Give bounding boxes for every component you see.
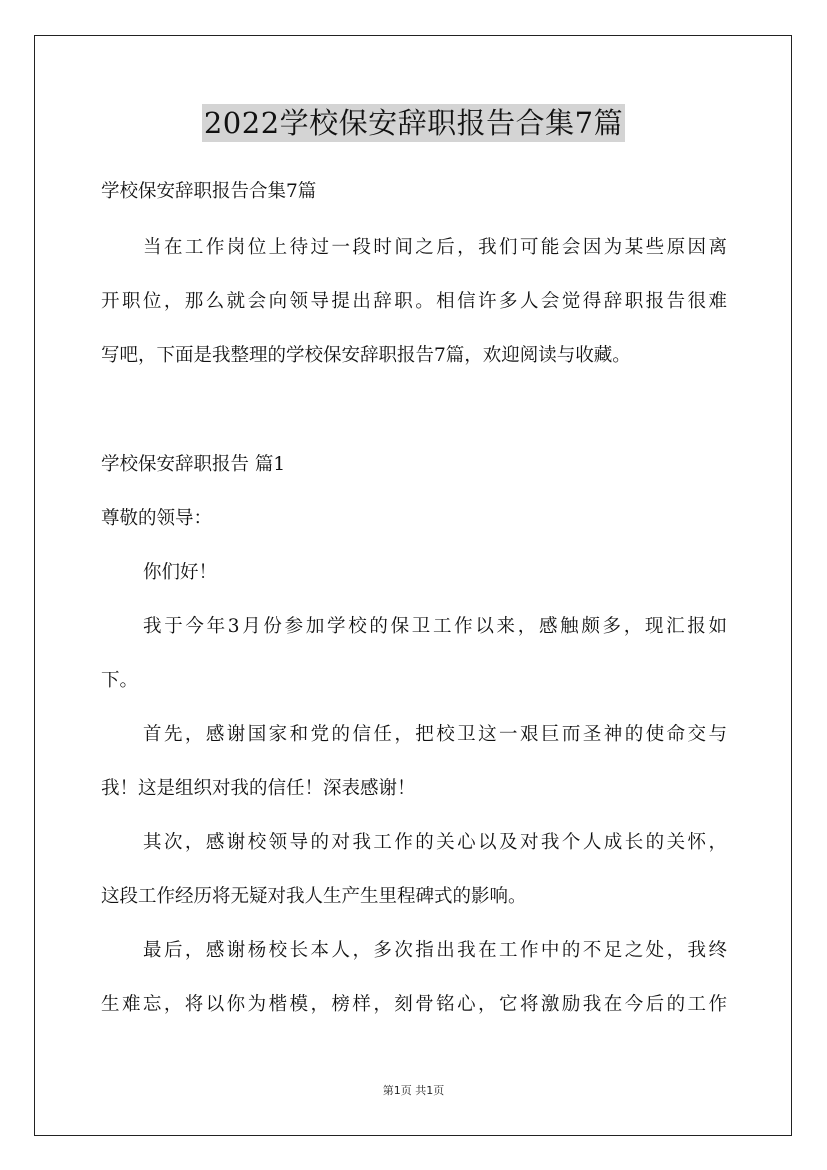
greeting: 你们好！	[143, 562, 218, 583]
paragraph-4-line-1: 最后，感谢杨校长本人，多次指出我在工作中的不足之处，我终	[143, 940, 727, 961]
intro-line-2: 开职位，那么就会向领导提出辞职。相信许多人会觉得辞职报告很难	[101, 291, 727, 312]
paragraph-4-line-2: 生难忘，将以你为楷模，榜样，刻骨铭心，它将激励我在今后的工作	[101, 994, 727, 1015]
document-subtitle: 学校保安辞职报告合集7篇	[101, 181, 317, 202]
document-title	[0, 104, 827, 142]
paragraph-3-line-2: 这段工作经历将无疑对我人生产生里程碑式的影响。	[101, 886, 527, 907]
paragraph-2-line-2: 我！这是组织对我的信任！深表感谢！	[101, 778, 416, 799]
paragraph-3-line-1: 其次，感谢校领导的对我工作的关心以及对我个人成长的关怀，	[143, 832, 727, 853]
intro-line-1: 当在工作岗位上待过一段时间之后，我们可能会因为某些原因离	[143, 237, 727, 258]
document-title-text: 2022学校保安辞职报告合集7篇	[203, 106, 624, 140]
intro-line-3: 写吧，下面是我整理的学校保安辞职报告7篇，欢迎阅读与收藏。	[101, 345, 631, 366]
paragraph-1-line-2: 下。	[101, 670, 139, 691]
paragraph-1-line-1: 我于今年3月份参加学校的保卫工作以来，感触颇多，现汇报如	[143, 616, 727, 637]
salutation: 尊敬的领导：	[101, 508, 213, 529]
paragraph-2-line-1: 首先，感谢国家和党的信任，把校卫这一艰巨而圣神的使命交与	[143, 724, 727, 745]
page-number-footer: 第1页 共1页	[382, 1084, 445, 1097]
section-heading: 学校保安辞职报告 篇1	[101, 454, 286, 475]
